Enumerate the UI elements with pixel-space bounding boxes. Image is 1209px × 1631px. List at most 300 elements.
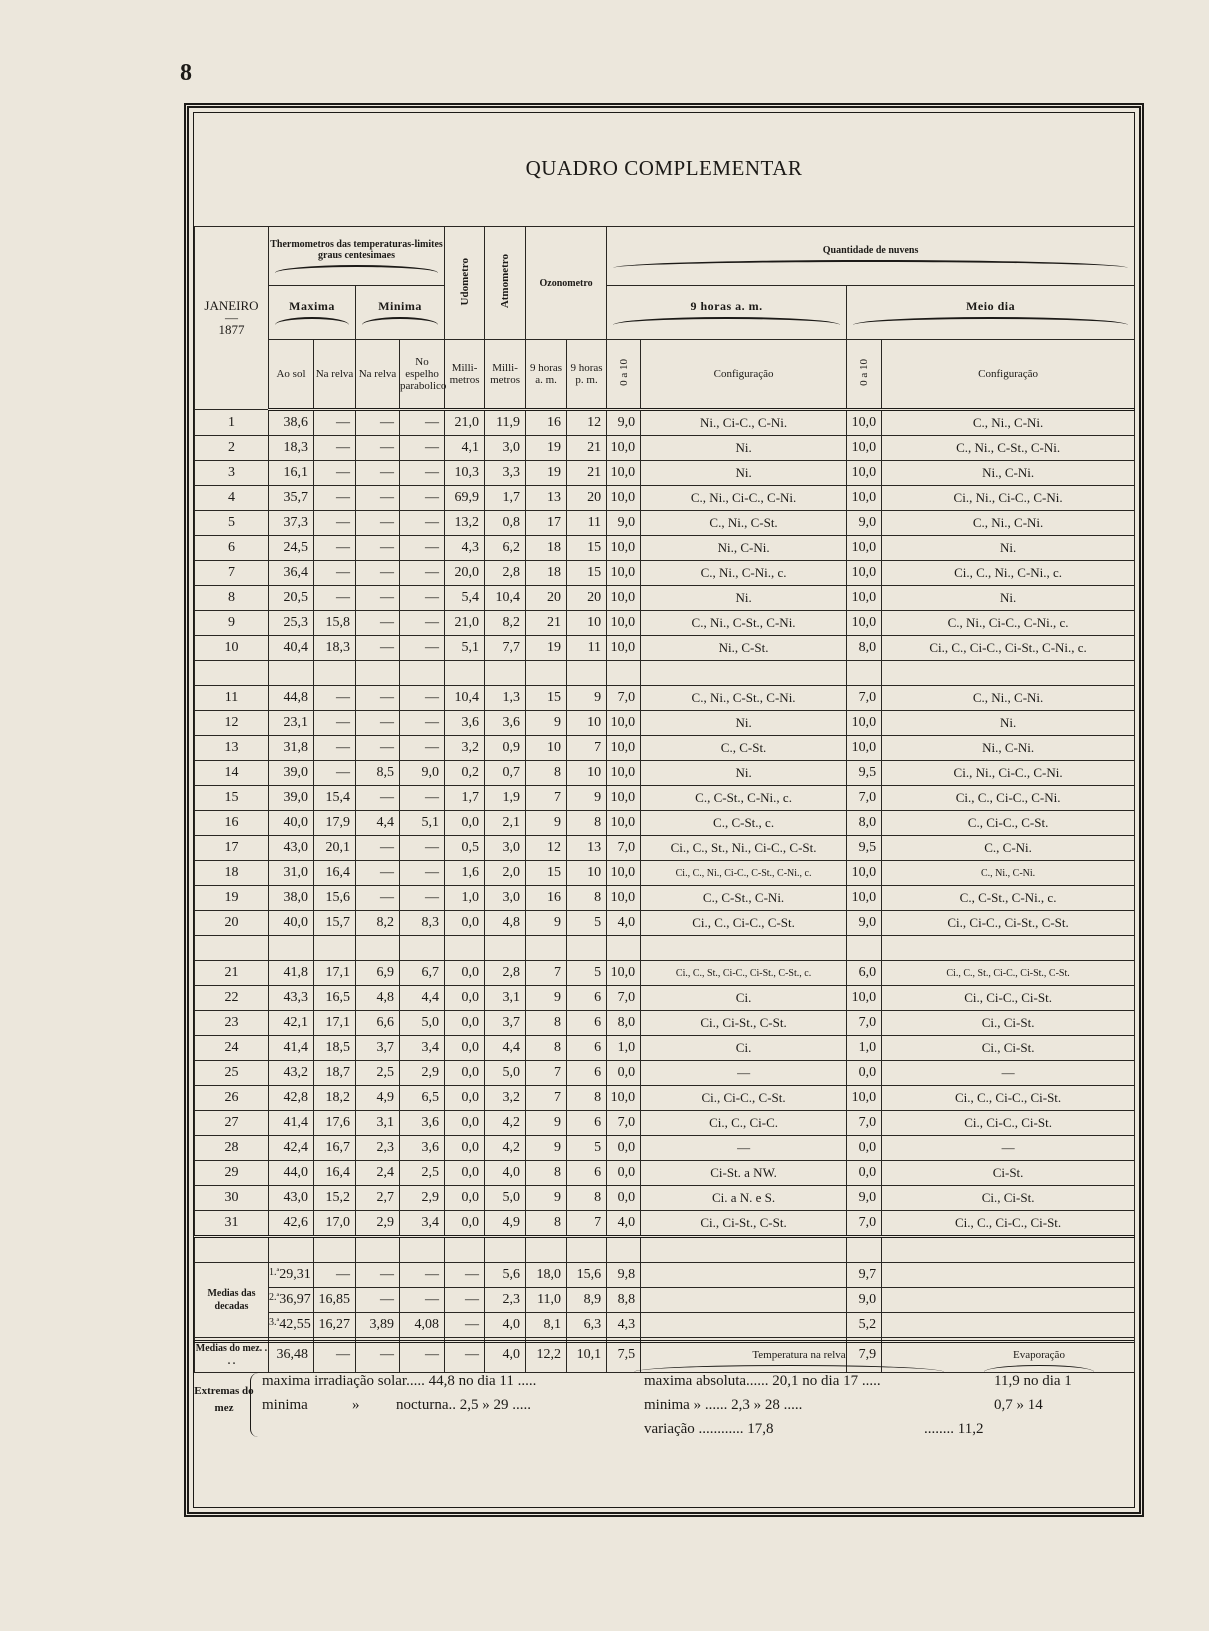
opm-cell: 8: [567, 1086, 607, 1111]
rmin-cell: —: [356, 736, 400, 761]
rmin-cell: —: [356, 611, 400, 636]
rmax-cell: —: [314, 561, 356, 586]
c9-cell: Ni.: [641, 711, 847, 736]
udo-cell: 10,4: [445, 686, 485, 711]
col-ao-sol: Ao sol: [269, 340, 314, 410]
opm-cell: 21: [567, 436, 607, 461]
atm-cell: 4,0: [485, 1313, 526, 1338]
day-cell: 5: [195, 511, 269, 536]
esp-cell: —: [400, 1263, 445, 1288]
rmax-cell: 17,1: [314, 961, 356, 986]
atm-cell: 5,6: [485, 1263, 526, 1288]
c9-cell: C., Ni., C-Ni., c.: [641, 561, 847, 586]
sol-cell: [269, 1313, 314, 1338]
oam-cell: 9: [526, 811, 567, 836]
udometro-header: [445, 227, 485, 340]
atm-cell: 2,8: [485, 561, 526, 586]
rmax-cell: —: [314, 1263, 356, 1288]
table-row: [195, 611, 1135, 636]
cm-cell: C., Ni., C-Ni.: [882, 686, 1135, 711]
atm-cell: 1,7: [485, 486, 526, 511]
n9-cell: 7,0: [607, 836, 641, 861]
atm-cell: 3,0: [485, 436, 526, 461]
table-row: [195, 1061, 1135, 1086]
brace-decoration: [275, 317, 349, 325]
ozonometro-label: Ozonometro: [539, 278, 593, 289]
cm-cell: Ci., C., St., Ci-C., Ci-St., C-St.: [882, 961, 1135, 986]
esp-cell: —: [400, 1338, 445, 1373]
sol-cell: 44,0: [269, 1161, 314, 1186]
rmax-cell: 15,2: [314, 1186, 356, 1211]
n9-cell: 7,0: [607, 986, 641, 1011]
opm-cell: 6,3: [567, 1313, 607, 1338]
esp-cell: 3,4: [400, 1036, 445, 1061]
table-row: [195, 586, 1135, 611]
decade-number: 3.ª: [269, 1317, 280, 1328]
col-oz-pm: 9 horas p. m.: [567, 340, 607, 410]
sol-cell: 42,8: [269, 1086, 314, 1111]
n9-cell: 1,0: [607, 1036, 641, 1061]
opm-cell: 12: [567, 410, 607, 436]
spacer-cell: [526, 936, 567, 961]
atm-cell: 3,6: [485, 711, 526, 736]
sol-cell: 38,0: [269, 886, 314, 911]
spacer-cell: [195, 1237, 269, 1263]
n9-cell: 10,0: [607, 961, 641, 986]
day-cell: 19: [195, 886, 269, 911]
rmin-cell: —: [356, 786, 400, 811]
atm-cell: 4,4: [485, 1036, 526, 1061]
oam-cell: 7: [526, 1086, 567, 1111]
atmometro-header: [485, 227, 526, 340]
opm-cell: 15: [567, 536, 607, 561]
nm-cell: 0,0: [847, 1061, 882, 1086]
cm-cell: Ci., C., Ci-C., Ci-St.: [882, 1086, 1135, 1111]
n9-cell: 9,8: [607, 1263, 641, 1288]
rmin-cell: —: [356, 511, 400, 536]
n9-cell: 4,0: [607, 1211, 641, 1237]
atm-cell: 2,3: [485, 1288, 526, 1313]
opm-cell: 13: [567, 836, 607, 861]
udo-cell: —: [445, 1263, 485, 1288]
rmax-cell: —: [314, 486, 356, 511]
esp-cell: 9,0: [400, 761, 445, 786]
nm-cell: 10,0: [847, 711, 882, 736]
rmax-cell: 17,0: [314, 1211, 356, 1237]
c9-cell: Ni., C-Ni.: [641, 536, 847, 561]
nm-cell: 9,0: [847, 1186, 882, 1211]
rmax-cell: 15,8: [314, 611, 356, 636]
oam-cell: 8: [526, 761, 567, 786]
rmax-cell: 18,5: [314, 1036, 356, 1061]
nm-cell: 10,0: [847, 461, 882, 486]
opm-cell: 9: [567, 786, 607, 811]
brace-decoration: [984, 1365, 1094, 1372]
esp-cell: 4,4: [400, 986, 445, 1011]
table-row: [195, 1111, 1135, 1136]
cm-cell: C., C-St., C-Ni., c.: [882, 886, 1135, 911]
c9-cell: Ci-St. a NW.: [641, 1161, 847, 1186]
meio-dia-header: [847, 286, 1135, 340]
c9-cell: Ci., Ci-St., C-St.: [641, 1011, 847, 1036]
spacer-cell: [400, 936, 445, 961]
c9-cell: Ci., C., Ci-C.: [641, 1111, 847, 1136]
udo-cell: 5,4: [445, 586, 485, 611]
esp-cell: 2,9: [400, 1061, 445, 1086]
thermo-group-header: [269, 227, 445, 286]
rmin-cell: —: [356, 1338, 400, 1373]
c9-cell: Ni.: [641, 761, 847, 786]
spacer-cell: [314, 661, 356, 686]
sol-cell: 25,3: [269, 611, 314, 636]
oam-cell: 9: [526, 986, 567, 1011]
day-cell: 16: [195, 811, 269, 836]
rmin-cell: —: [356, 536, 400, 561]
oam-cell: 19: [526, 436, 567, 461]
day-cell: 3: [195, 461, 269, 486]
sol-cell: 43,2: [269, 1061, 314, 1086]
c9-cell: Ci., C., Ci-C., C-St.: [641, 911, 847, 936]
climate-table: [194, 226, 1135, 1373]
cm-cell: Ni., C-Ni.: [882, 736, 1135, 761]
day-cell: 20: [195, 911, 269, 936]
rmin-cell: —: [356, 686, 400, 711]
n9-cell: 7,0: [607, 1111, 641, 1136]
n9-cell: 10,0: [607, 1086, 641, 1111]
cm-cell: Ci., C., Ci-C., C-Ni.: [882, 786, 1135, 811]
udo-cell: 3,6: [445, 711, 485, 736]
thermo-group-label: Thermometros das temperaturas-limites graus centesimaes: [270, 239, 443, 261]
spacer-cell: [567, 936, 607, 961]
sol-cell: 43,0: [269, 1186, 314, 1211]
oam-cell: 12,2: [526, 1338, 567, 1373]
esp-cell: —: [400, 886, 445, 911]
cm-cell: —: [882, 1061, 1135, 1086]
rmax-cell: 18,7: [314, 1061, 356, 1086]
opm-cell: 5: [567, 961, 607, 986]
decade-mean-label: Medias das decadas: [195, 1263, 269, 1338]
n9-cell: 0,0: [607, 1136, 641, 1161]
n9-cell: 10,0: [607, 436, 641, 461]
n9-cell: 8,8: [607, 1288, 641, 1313]
nm-cell: 7,0: [847, 786, 882, 811]
day-cell: 15: [195, 786, 269, 811]
cm-cell: Ci., Ci-St.: [882, 1186, 1135, 1211]
spacer-cell: [195, 661, 269, 686]
spacer-cell: [607, 936, 641, 961]
sol-cell: 23,1: [269, 711, 314, 736]
nm-cell: 0,0: [847, 1136, 882, 1161]
n9-cell: 10,0: [607, 761, 641, 786]
table-row: [195, 836, 1135, 861]
day-cell: 11: [195, 686, 269, 711]
rmin-cell: 4,4: [356, 811, 400, 836]
udo-cell: 20,0: [445, 561, 485, 586]
sol-cell: 42,4: [269, 1136, 314, 1161]
day-cell: 14: [195, 761, 269, 786]
brace-decoration: [853, 317, 1128, 325]
opm-cell: 6: [567, 1011, 607, 1036]
opm-cell: 11: [567, 636, 607, 661]
sol-cell: 41,4: [269, 1111, 314, 1136]
day-cell: 4: [195, 486, 269, 511]
nm-cell: 5,2: [847, 1313, 882, 1338]
esp-cell: —: [400, 461, 445, 486]
c9-cell: Ni.: [641, 586, 847, 611]
month-header: [195, 227, 269, 410]
sol-cell: 44,8: [269, 686, 314, 711]
nm-cell: 10,0: [847, 436, 882, 461]
nm-cell: 7,0: [847, 686, 882, 711]
oam-cell: 18: [526, 536, 567, 561]
relva-header: Temperatura na relva: [752, 1349, 846, 1361]
rmax-cell: 17,6: [314, 1111, 356, 1136]
nm-cell: 10,0: [847, 561, 882, 586]
c9-cell: Ci., C., St., Ci-C., Ci-St., C-St., c.: [641, 961, 847, 986]
table-row: [195, 486, 1135, 511]
cm-cell: Ci-St.: [882, 1161, 1135, 1186]
nm-cell: 7,0: [847, 1111, 882, 1136]
maxima-header: [269, 286, 356, 340]
udo-cell: 3,2: [445, 736, 485, 761]
oam-cell: 8: [526, 1211, 567, 1237]
relva-min: minima » ...... 2,3 » 28 .....: [644, 1397, 803, 1413]
table-row: [195, 511, 1135, 536]
day-cell: 27: [195, 1111, 269, 1136]
sol-cell: 42,6: [269, 1211, 314, 1237]
cm-cell: Ci., Ci-C., Ci-St.: [882, 1111, 1135, 1136]
day-cell: 12: [195, 711, 269, 736]
table-row: [195, 761, 1135, 786]
atm-cell: 2,8: [485, 961, 526, 986]
rmin-cell: —: [356, 561, 400, 586]
rmin-cell: 8,2: [356, 911, 400, 936]
sol-cell: 20,5: [269, 586, 314, 611]
cm-cell: C., Ni., C-Ni.: [882, 410, 1135, 436]
irradiacao-min-sep: »: [352, 1397, 360, 1413]
n9-cell: 10,0: [607, 786, 641, 811]
spacer-cell: [567, 1237, 607, 1263]
rmax-cell: —: [314, 410, 356, 436]
sol-cell: 39,0: [269, 761, 314, 786]
c9-cell: C., C-St., C-Ni., c.: [641, 786, 847, 811]
udo-cell: 0,0: [445, 1186, 485, 1211]
esp-cell: 2,5: [400, 1161, 445, 1186]
table-row: [195, 536, 1135, 561]
udo-cell: 0,0: [445, 811, 485, 836]
day-cell: 9: [195, 611, 269, 636]
day-cell: 10: [195, 636, 269, 661]
sol-value: 29,31: [279, 1267, 311, 1282]
c9-cell: —: [641, 1061, 847, 1086]
n9-cell: 8,0: [607, 1011, 641, 1036]
nm-cell: 9,5: [847, 761, 882, 786]
opm-cell: 5: [567, 911, 607, 936]
col-escala-meio-dia: [847, 340, 882, 410]
esp-cell: 8,3: [400, 911, 445, 936]
c9-cell: C., C-St., C-Ni.: [641, 886, 847, 911]
udo-cell: 1,6: [445, 861, 485, 886]
udo-cell: 13,2: [445, 511, 485, 536]
sol-cell: 39,0: [269, 786, 314, 811]
udo-cell: 0,0: [445, 1036, 485, 1061]
ozonometro-header: [526, 227, 607, 340]
page-title: QUADRO COMPLEMENTAR: [525, 156, 803, 180]
rmin-cell: —: [356, 586, 400, 611]
rmin-cell: —: [356, 886, 400, 911]
esp-cell: —: [400, 636, 445, 661]
sol-cell: 37,3: [269, 511, 314, 536]
extremes-section: [194, 1340, 1134, 1463]
irradiacao-min-label: minima: [262, 1397, 308, 1413]
spacer-cell: [607, 1237, 641, 1263]
esp-cell: 6,7: [400, 961, 445, 986]
udo-cell: 1,0: [445, 886, 485, 911]
esp-cell: 5,1: [400, 811, 445, 836]
cm-cell: C., Ci-C., C-St.: [882, 811, 1135, 836]
minima-label: Minima: [378, 299, 422, 313]
c9-cell: C., Ni., C-St., C-Ni.: [641, 611, 847, 636]
esp-cell: —: [400, 486, 445, 511]
rmin-cell: —: [356, 636, 400, 661]
table-row: [195, 1036, 1135, 1061]
n9-cell: 10,0: [607, 886, 641, 911]
esp-cell: —: [400, 711, 445, 736]
decade-gap-row: [195, 661, 1135, 686]
spacer-cell: [882, 936, 1135, 961]
c9-cell: C., Ni., C-St., C-Ni.: [641, 686, 847, 711]
rmax-cell: —: [314, 1338, 356, 1373]
oam-cell: 15: [526, 861, 567, 886]
day-cell: 23: [195, 1011, 269, 1036]
rmax-cell: 18,3: [314, 636, 356, 661]
spacer-cell: [400, 661, 445, 686]
col-relva-max: Na relva: [314, 340, 356, 410]
spacer-cell: [445, 661, 485, 686]
opm-cell: 15,6: [567, 1263, 607, 1288]
day-cell: 1: [195, 410, 269, 436]
udo-cell: 0,0: [445, 1111, 485, 1136]
atm-cell: 7,7: [485, 636, 526, 661]
n9-cell: 10,0: [607, 861, 641, 886]
table-row: [195, 736, 1135, 761]
escala-label: 0 a 10: [858, 359, 871, 386]
col-atmometro-mm: Milli-metros: [485, 340, 526, 410]
rmin-cell: 6,9: [356, 961, 400, 986]
udo-cell: —: [445, 1288, 485, 1313]
c9-cell: [641, 1288, 847, 1313]
c9-cell: Ci.: [641, 986, 847, 1011]
sol-cell: 40,0: [269, 911, 314, 936]
cm-cell: Ci., Ni., Ci-C., C-Ni.: [882, 486, 1135, 511]
spacer-cell: [526, 1237, 567, 1263]
cm-cell: [882, 1263, 1135, 1288]
nm-cell: 10,0: [847, 410, 882, 436]
n9-cell: 0,0: [607, 1161, 641, 1186]
spacer-cell: [567, 661, 607, 686]
c9-cell: Ci., Ci-St., C-St.: [641, 1211, 847, 1237]
esp-cell: 4,08: [400, 1313, 445, 1338]
day-cell: 31: [195, 1211, 269, 1237]
c9-cell: C., Ni., C-St.: [641, 511, 847, 536]
sol-cell: 24,5: [269, 536, 314, 561]
day-cell: 21: [195, 961, 269, 986]
esp-cell: 3,4: [400, 1211, 445, 1237]
rmin-cell: —: [356, 861, 400, 886]
rmax-cell: 16,7: [314, 1136, 356, 1161]
decade-mean-row: [195, 1313, 1135, 1338]
spacer-cell: [485, 661, 526, 686]
col-oz-am: 9 horas a. m.: [526, 340, 567, 410]
opm-cell: 8: [567, 811, 607, 836]
nuvens-header: [607, 227, 1135, 286]
n9-cell: 10,0: [607, 811, 641, 836]
sol-cell: 35,7: [269, 486, 314, 511]
n9-cell: 10,0: [607, 486, 641, 511]
sol-cell: 42,1: [269, 1011, 314, 1036]
atm-cell: 2,1: [485, 811, 526, 836]
opm-cell: 6: [567, 1036, 607, 1061]
oam-cell: 8,1: [526, 1313, 567, 1338]
esp-cell: —: [400, 410, 445, 436]
rmin-cell: —: [356, 711, 400, 736]
oam-cell: 11,0: [526, 1288, 567, 1313]
c9-cell: Ci., C., Ni., Ci-C., C-St., C-Ni., c.: [641, 861, 847, 886]
day-cell: 13: [195, 736, 269, 761]
minima-header: [356, 286, 445, 340]
spacer-cell: [269, 936, 314, 961]
c9-cell: Ni.: [641, 461, 847, 486]
cm-cell: [882, 1313, 1135, 1338]
cm-cell: Ci., C., Ci-C., Ci-St., C-Ni., c.: [882, 636, 1135, 661]
rmin-cell: —: [356, 836, 400, 861]
c9-cell: Ci., C., St., Ni., Ci-C., C-St.: [641, 836, 847, 861]
oam-cell: 13: [526, 486, 567, 511]
table-row: [195, 1211, 1135, 1237]
atm-cell: 3,0: [485, 836, 526, 861]
rmin-cell: 2,4: [356, 1161, 400, 1186]
cm-cell: Ci., C., Ni., C-Ni., c.: [882, 561, 1135, 586]
rmax-cell: —: [314, 711, 356, 736]
nm-cell: 10,0: [847, 986, 882, 1011]
spacer-cell: [641, 936, 847, 961]
decade-mean-row: [195, 1263, 1135, 1288]
sol-cell: 40,0: [269, 811, 314, 836]
col-relva-min: Na relva: [356, 340, 400, 410]
sol-cell: 40,4: [269, 636, 314, 661]
nm-cell: 8,0: [847, 811, 882, 836]
nove-horas-header: [607, 286, 847, 340]
table-row: [195, 811, 1135, 836]
esp-cell: —: [400, 861, 445, 886]
rmin-cell: 3,1: [356, 1111, 400, 1136]
decade-mean-row: [195, 1288, 1135, 1313]
atm-cell: 4,0: [485, 1161, 526, 1186]
table-row: [195, 711, 1135, 736]
udo-cell: 0,0: [445, 1211, 485, 1237]
rmin-cell: 3,7: [356, 1036, 400, 1061]
c9-cell: Ci.: [641, 1036, 847, 1061]
udo-cell: 0,0: [445, 1061, 485, 1086]
opm-cell: 10: [567, 761, 607, 786]
esp-cell: 6,5: [400, 1086, 445, 1111]
oam-cell: 8: [526, 1036, 567, 1061]
table-row: [195, 861, 1135, 886]
n9-cell: 10,0: [607, 461, 641, 486]
atm-cell: 11,9: [485, 410, 526, 436]
c9-cell: —: [641, 1136, 847, 1161]
n9-cell: 0,0: [607, 1186, 641, 1211]
